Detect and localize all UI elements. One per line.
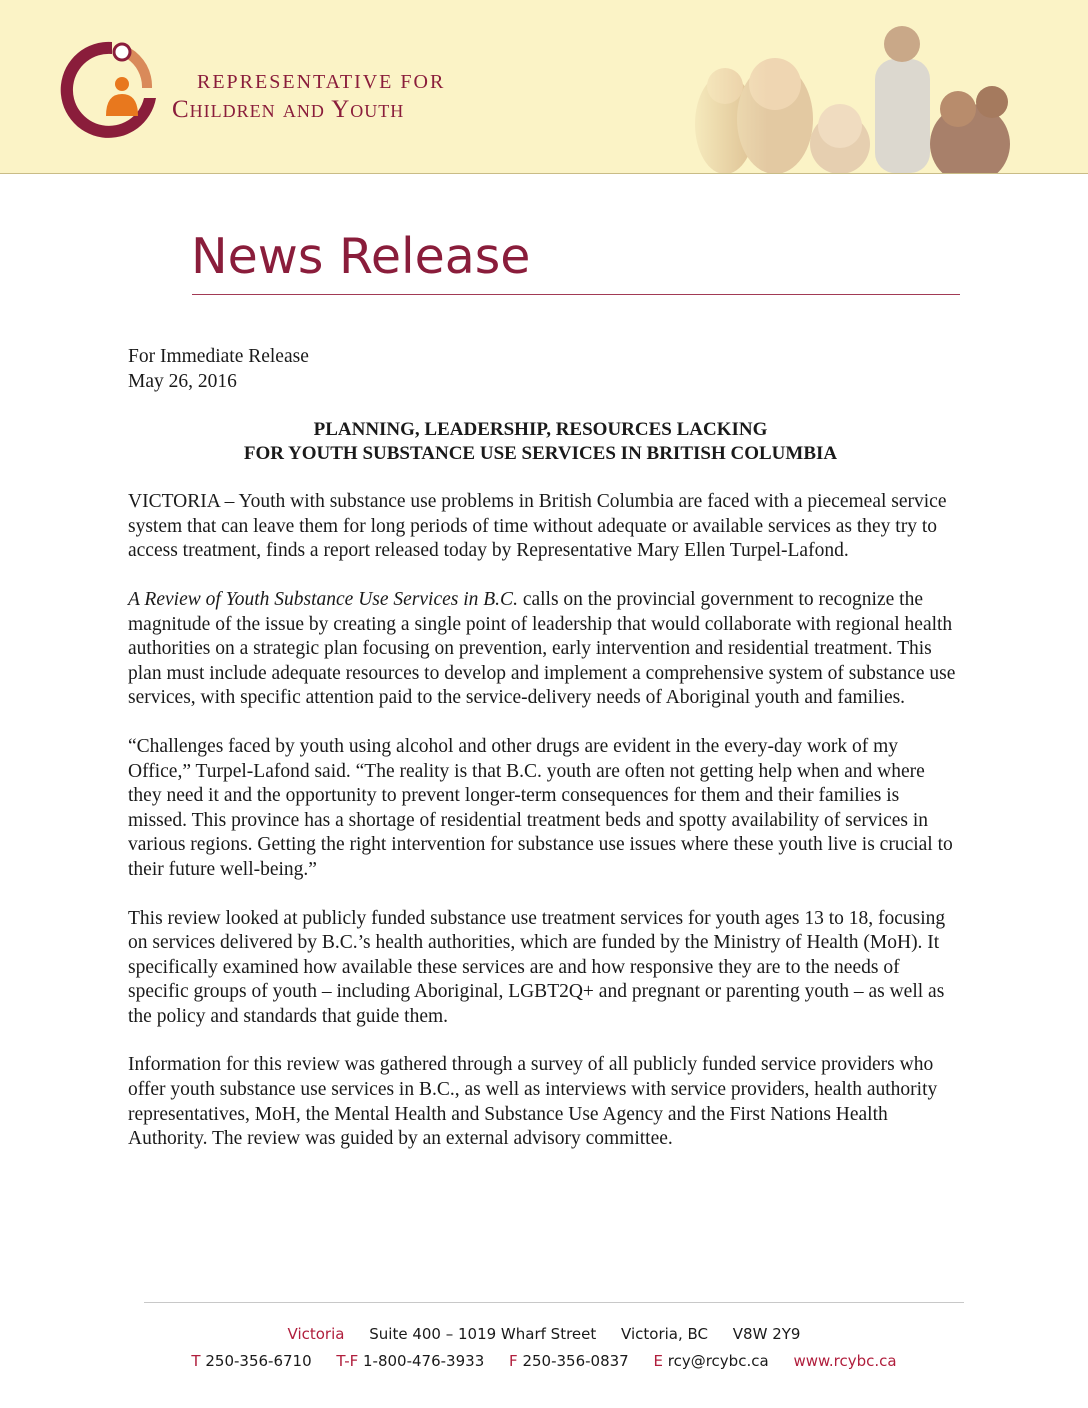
- headline: [128, 418, 963, 466]
- tollfree-label: T-F: [336, 1352, 359, 1370]
- body-paragraph-5: Information for this review was gathered through a survey of all publicly funded service providers who offer youth substance use services in B.C., as well as interviews with service providers, health authority representatives, MoH, the Mental Health and Substance Use Agency and the First Nations Health Authority. The review was guided by an external advisory committee.: [128, 1054, 938, 1150]
- title-divider: [192, 294, 960, 295]
- page-title: News Release: [191, 228, 531, 285]
- fax-number: 250-356-0837: [522, 1352, 629, 1370]
- email-label: E: [653, 1352, 663, 1370]
- body-paragraph-2: [128, 588, 963, 711]
- footer-city-label: Victoria: [287, 1325, 345, 1343]
- footer-address-line: [0, 1325, 1088, 1343]
- footer-city: Victoria, BC: [621, 1325, 709, 1343]
- release-date: May 26, 2016: [128, 370, 237, 392]
- footer-address: Suite 400 – 1019 Wharf Street: [369, 1325, 597, 1343]
- body-paragraph-1: VICTORIA – Youth with substance use problems in British Columbia are faced with a piecemeal service system that can leave them for long periods of time without adequate or available services as they try to access treatment, finds a report released today by Representative Mary Ellen Turpel-Lafond.: [128, 491, 947, 562]
- children-family-photo-strip: [680, 14, 1030, 173]
- letterhead-banner: [0, 0, 1088, 174]
- footer-divider: [144, 1302, 964, 1303]
- email-address[interactable]: rcy@rcybc.ca: [667, 1352, 769, 1370]
- org-name-line2: Children and Youth: [172, 96, 405, 123]
- body-paragraph-2-text: calls on the provincial government to recognize the magnitude of the issue by creating a single point of leadership that would collaborate with regional health authorities on a strategic plan focusing on prevention, early intervention and residential treatment. This plan must include adequate resources to develop and implement a comprehensive system of substance use services, with specific attention paid to the service-delivery needs of Aboriginal youth and families.: [128, 588, 956, 709]
- body-paragraph-4: This review looked at publicly funded substance use treatment services for youth ages 13 to 18, focusing on services delivered by B.C.’s health authorities, which are funded by the Ministry of Health (MoH). It specifically examined how available these services are and how responsive they are to the needs of specific groups of youth – including Aboriginal, LGBT2Q+ and pregnant or parenting youth – as well as the policy and standards that guide them.: [128, 907, 946, 1027]
- headline-line2: FOR YOUTH SUBSTANCE USE SERVICES IN BRITISH COLUMBIA: [243, 443, 838, 465]
- rcy-logo-icon: [60, 38, 160, 142]
- org-name-line1: REPRESENTATIVE FOR: [197, 71, 446, 93]
- release-meta: [128, 345, 963, 394]
- website-link[interactable]: www.rcybc.ca: [793, 1352, 897, 1370]
- footer-postal: V8W 2Y9: [732, 1325, 801, 1343]
- tel-label: T: [191, 1352, 201, 1370]
- headline-line1: PLANNING, LEADERSHIP, RESOURCES LACKING: [313, 419, 768, 441]
- body-paragraph-3: “Challenges faced by youth using alcohol and other drugs are evident in the every-day work of my Office,” Turpel-Lafond said. “The reality is that B.C. youth are often not getting help when and where they need it and the opportunity to prevent longer-term consequences for them and their families is missed. This province has a shortage of residential treatment beds and spotty availability of services in various regions. Getting the right intervention for substance use issues where these youth live is crucial to their future well-being.”: [128, 735, 953, 880]
- footer-contact-line: [0, 1352, 1088, 1370]
- fax-label: F: [509, 1352, 518, 1370]
- release-content: [128, 345, 963, 1176]
- tollfree-number: 1-800-476-3933: [363, 1352, 485, 1370]
- release-type: For Immediate Release: [128, 346, 309, 367]
- report-title: A Review of Youth Substance Use Services in B.C.: [128, 588, 518, 610]
- tel-number: 250-356-6710: [205, 1352, 312, 1370]
